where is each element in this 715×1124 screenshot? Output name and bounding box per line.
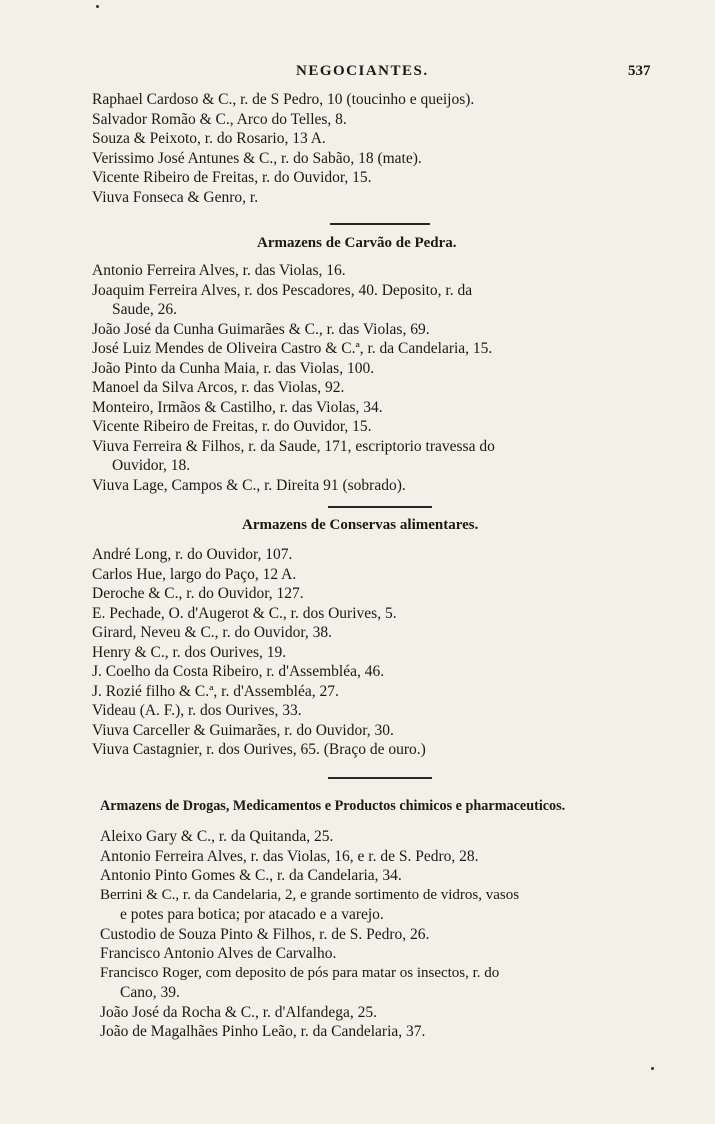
list-item: Vicente Ribeiro de Freitas, r. do Ouvidor, 15. (92, 418, 372, 435)
list-item: Girard, Neveu & C., r. do Ouvidor, 38. (92, 624, 333, 641)
list-item-continuation: Ouvidor, 18. (112, 457, 191, 474)
list-item: Francisco Roger, com deposito de pós para matar os insectos, r. do (100, 964, 500, 981)
list-item: Viuva Castagnier, r. dos Ourives, 65. (Braço de ouro.) (92, 741, 426, 758)
list-item: Antonio Ferreira Alves, r. das Violas, 16, e r. de S. Pedro, 28. (100, 847, 479, 865)
list-item: J. Coelho da Costa Ribeiro, r. d'Assembléa, 46. (92, 663, 385, 680)
section-divider (330, 223, 430, 225)
list-item: Viuva Lage, Campos & C., r. Direita 91 (sobrado). (92, 476, 406, 494)
list-item: Carlos Hue, largo do Paço, 12 A. (92, 565, 297, 583)
list-item: Salvador Romão & C., Arco do Telles, 8. (92, 110, 347, 128)
list-item: Viuva Fonseca & Genro, r. (92, 188, 259, 206)
section-title-carvao: Armazens de Carvão de Pedra. (257, 235, 457, 251)
ink-speck (96, 5, 99, 8)
page-number: 537 (628, 63, 651, 79)
list-item: Francisco Antonio Alves de Carvalho. (100, 945, 337, 962)
list-item: João José da Cunha Guimarães & C., r. das Violas, 69. (92, 320, 430, 338)
list-item: João José da Rocha & C., r. d'Alfandega, 25. (100, 1003, 378, 1021)
section-negociantes-continued (0, 90, 715, 207)
list-item: Raphael Cardoso & C., r. de S Pedro, 10 (toucinho e queijos). (92, 91, 475, 108)
list-item: João Pinto da Cunha Maia, r. das Violas, 100. (92, 359, 375, 377)
list-item: Custodio de Souza Pinto & Filhos, r. de S. Pedro, 26. (100, 925, 430, 943)
list-item: Verissimo José Antunes & C., r. do Sabão, 18 (mate). (92, 149, 422, 167)
list-item: Monteiro, Irmãos & Castilho, r. das Violas, 34. (92, 398, 383, 416)
section-drogas-medicamentos (0, 827, 715, 1042)
list-item: Videau (A. F.), r. dos Ourives, 33. (92, 702, 302, 719)
list-item: André Long, r. do Ouvidor, 107. (92, 546, 293, 563)
list-item: Berrini & C., r. da Candelaria, 2, e grande sortimento de vidros, vasos (100, 886, 520, 903)
list-item: José Luiz Mendes de Oliveira Castro & C.ª, r. da Candelaria, 15. (92, 340, 493, 357)
list-item: João de Magalhães Pinho Leão, r. da Candelaria, 37. (100, 1023, 426, 1040)
list-item: Antonio Ferreira Alves, r. das Violas, 16. (92, 262, 346, 279)
list-item-continuation: Cano, 39. (120, 984, 180, 1001)
section-title-drogas: Armazens de Drogas, Medicamentos e Productos chimicos e pharmaceuticos. (100, 798, 566, 814)
list-item: Aleixo Gary & C., r. da Quitanda, 25. (100, 828, 334, 845)
list-item: Joaquim Ferreira Alves, r. dos Pescadores, 40. Deposito, r. da (92, 281, 473, 299)
list-item-continuation: Saude, 26. (112, 301, 178, 318)
list-item: Manoel da Silva Arcos, r. das Violas, 92. (92, 379, 345, 396)
section-conservas-alimentares (0, 545, 715, 760)
section-title-conservas: Armazens de Conservas alimentares. (242, 517, 479, 533)
ink-speck (651, 1067, 654, 1070)
list-item: J. Rozié filho & C.ª, r. d'Assembléa, 27. (92, 682, 339, 700)
list-item: Vicente Ribeiro de Freitas, r. do Ouvidor, 15. (92, 169, 372, 186)
list-item: Viuva Ferreira & Filhos, r. da Saude, 171, escriptorio travessa do (92, 437, 495, 455)
section-divider (328, 777, 432, 779)
list-item-continuation: e potes para botica; por atacado e a varejo. (120, 906, 384, 923)
list-item: Henry & C., r. dos Ourives, 19. (92, 643, 287, 661)
section-divider (328, 506, 432, 508)
list-item: Deroche & C., r. do Ouvidor, 127. (92, 585, 304, 602)
section-carvao-de-pedra (0, 261, 715, 495)
list-item: Viuva Carceller & Guimarães, r. do Ouvidor, 30. (92, 721, 394, 739)
list-item: Antonio Pinto Gomes & C., r. da Candelaria, 34. (100, 867, 402, 884)
page-title: NEGOCIANTES. (296, 63, 429, 79)
list-item: Souza & Peixoto, r. do Rosario, 13 A. (92, 130, 326, 147)
list-item: E. Pechade, O. d'Augerot & C., r. dos Ourives, 5. (92, 604, 397, 622)
page-header (0, 63, 715, 85)
